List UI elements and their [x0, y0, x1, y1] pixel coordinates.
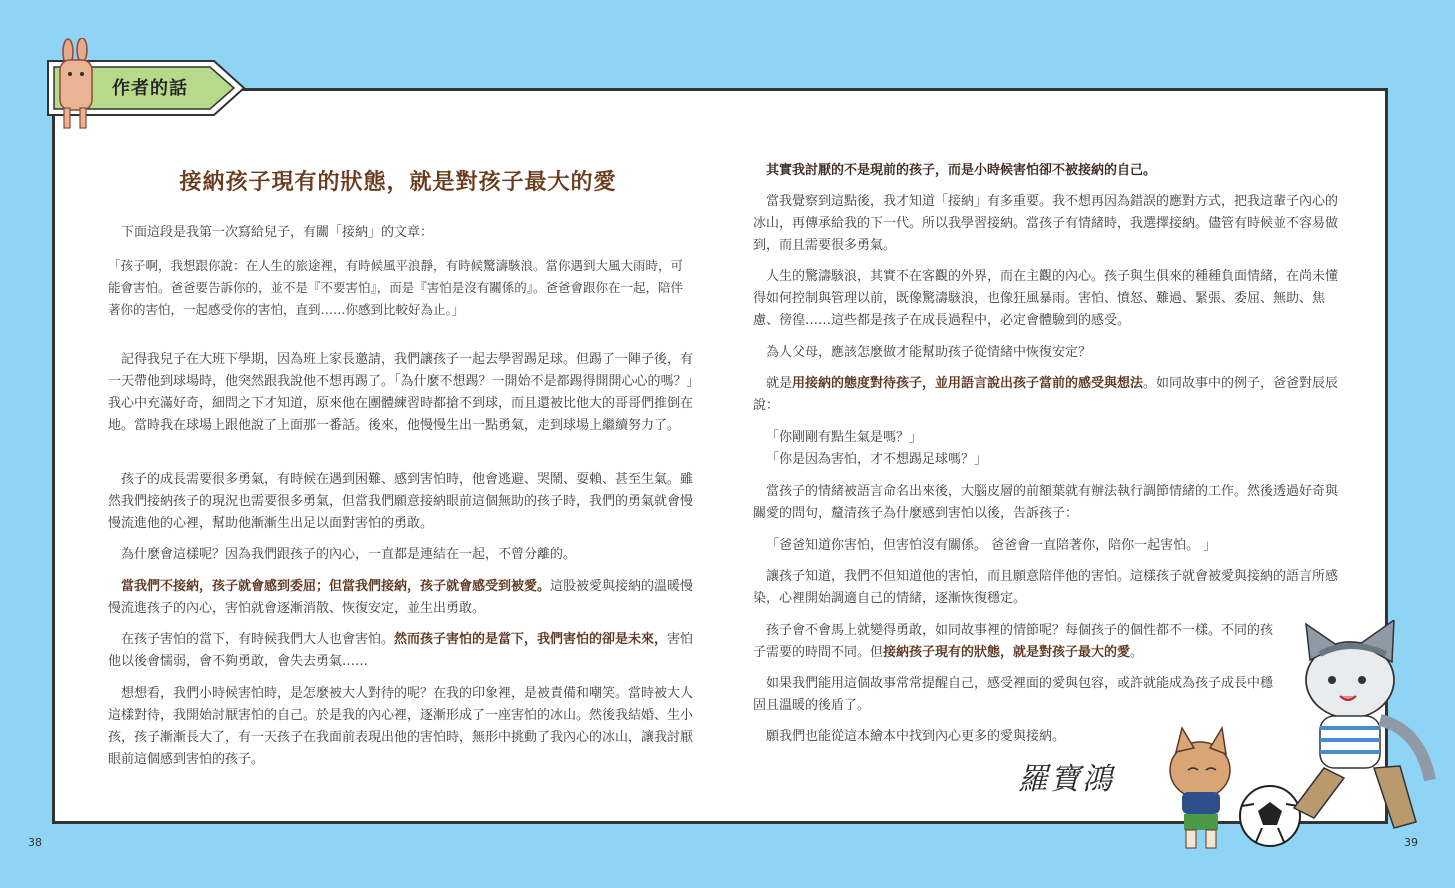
page-headline: 接納孩子現有的狀態，就是對孩子最大的愛 [179, 170, 617, 195]
dialogue-quotes: 「你剛剛有點生氣是嗎？」 「你是因為害怕，才不想踢足球嗎？」 [766, 430, 988, 467]
page-number-right: 39 [1404, 836, 1418, 849]
emphasis-text: 然而孩子害怕的是當下，我們害怕的卻是未來， [394, 632, 668, 647]
paragraph-connection: 為什麼會這樣呢？因為我們跟孩子的內心，一直都是連結在一起，不曾分離的。 [121, 547, 577, 562]
author-signature: 羅寶鴻 [1018, 762, 1114, 797]
paragraph-acceptance: 當我們不接納，孩子就會感到委屈；但當我們接納，孩子就會感受到被愛。這股被愛與接納的溫暖慢慢流進孩子的內心，害怕就會逐漸消散、恢復安定，並生出勇敢。 [108, 579, 694, 616]
paragraph-emotions: 人生的驚濤駭浪，其實不在客觀的外界，而在主觀的內心。孩子與生俱來的種種負面情緒，在尚未懂得如何控制與管理以前，既像驚濤駭浪，也像狂風暴雨。害怕、憤怒、難過、緊張、委屈、無助、焦慮、徬徨……這些都是孩子在成長過程中，必定會體驗到的感受。 [753, 269, 1339, 328]
rabbit-icon [50, 38, 102, 134]
tab-label: 作者的話 [112, 78, 188, 99]
big-cat-icon [1294, 620, 1430, 828]
paragraph-naming: 當孩子的情緒被語言命名出來後，大腦皮層的前額葉就有辦法執行調節情緒的工作。然後透過好奇與關愛的問句，釐清孩子為什麼感到害怕以後，告訴孩子： [753, 484, 1339, 521]
paragraph-courage: 孩子的成長需要很多勇氣，有時候在遇到困難、感到害怕時，他會逃避、哭鬧、耍賴、甚至生氣。雖然我們接納孩子的現況也需要很多勇氣，但當我們願意接納眼前這個無助的孩子時，我們的勇氣就會慢慢流進他的心裡，幫助他漸漸生出足以面對害怕的勇敢。 [108, 472, 694, 531]
letter-quote: 「孩子啊，我想跟你說：在人生的旅途裡，有時候風平浪靜，有時候驚濤駭浪。當你遇到大風大雨時，可能會害怕。爸爸要告訴你的，並不是『不要害怕』，而是『害怕是沒有關係的』。爸爸會跟你在一起，陪伴著你的害怕，一起感受你的害怕，直到……你感到比較好為止。」 [108, 258, 684, 317]
paragraph-realization: 當我覺察到這點後，我才知道「接納」有多重要。我不想再因為錯誤的應對方式，把我這輩子內心的冰山，再傳承給我的下一代。所以我學習接納。當孩子有情緒時，我選擇接納。儘管有時候並不容易做到，而且需要很多勇氣。 [753, 194, 1339, 253]
dialogue-reassurance: 「爸爸知道你害怕，但害怕沒有關係。 爸爸會一直陪著你，陪你一起害怕。 」 [766, 538, 1217, 553]
emphasis-text: 當我們不接納，孩子就會感到委屈；但當我們接納，孩子就會感受到被愛。 [121, 579, 551, 594]
paragraph-method: 就是用接納的態度對待孩子，並用語言說出孩子當前的感受與想法。如同故事中的例子，爸爸對辰辰說： [753, 376, 1339, 413]
paragraph-self: 其實我討厭的不是現前的孩子，而是小時候害怕卻不被接納的自己。 [766, 163, 1157, 178]
emphasis-text: 用接納的態度對待孩子，並用語言說出孩子當前的感受與想法 [792, 376, 1144, 391]
paragraph-reminder: 如果我們能用這個故事常常提醒自己，感受裡面的愛與包容，或許就能成為孩子成長中穩固且溫暖的後盾了。 [753, 676, 1274, 713]
cats-playing-football-illustration [1160, 620, 1450, 860]
paragraph-accompany: 讓孩子知道，我們不但知道他的害怕，而且願意陪伴他的害怕。這樣孩子就會被愛與接納的語言所感染，心裡開始調適自己的情緒，逐漸恢復穩定。 [753, 569, 1339, 606]
page-number-left: 38 [28, 836, 42, 849]
paragraph-football: 記得我兒子在大班下學期，因為班上家長邀請，我們讓孩子一起去學習踢足球。但踢了一陣子後，有一天帶他到球場時，他突然跟我說他不想再踢了。「為什麼不想踢？一開始不是都踢得開開心心的嗎？」我心中充滿好奇，細問之下才知道，原來他在團體練習時都搶不到球，而且還被比他大的哥哥們推倒在地。當時我在球場上跟他說了上面那一番話。後來，他慢慢生出一點勇氣，走到球場上繼續努力了。 [108, 352, 694, 433]
paragraph-iceberg: 想想看，我們小時候害怕時，是怎麼被大人對待的呢？在我的印象裡，是被責備和嘲笑。當時被大人這樣對待，我開始討厭害怕的自己。於是我的內心裡，逐漸形成了一座害怕的冰山。然後我結婚、生小孩，孩子漸漸長大了，有一天孩子在我面前表現出他的害怕時，無形中挑動了我內心的冰山，讓我討厭眼前這個感到害怕的孩子。 [108, 686, 694, 767]
paragraph-fear: 在孩子害怕的當下，有時候我們大人也會害怕。然而孩子害怕的是當下，我們害怕的卻是未來，害怕他以後會懦弱，會不夠勇敢，會失去勇氣…… [108, 632, 694, 669]
paragraph-question: 為人父母，應該怎麼做才能幫助孩子從情緒中恢復安定？ [766, 345, 1092, 360]
paragraph-wish: 願我們也能從這本繪本中找到內心更多的愛與接納。 [766, 729, 1066, 744]
intro-paragraph: 下面這段是我第一次寫給兒子，有關「接納」的文章： [121, 225, 434, 240]
small-cat-icon [1170, 728, 1230, 848]
emphasis-text: 接納孩子現有的狀態，就是對孩子最大的愛 [883, 645, 1131, 660]
paragraph-time: 孩子會不會馬上就變得勇敢，如同故事裡的情節呢？每個孩子的個性都不一樣。不同的孩子需要的時間不同。但接納孩子現有的狀態，就是對孩子最大的愛。 [753, 623, 1274, 660]
soccer-ball-icon [1240, 786, 1300, 846]
